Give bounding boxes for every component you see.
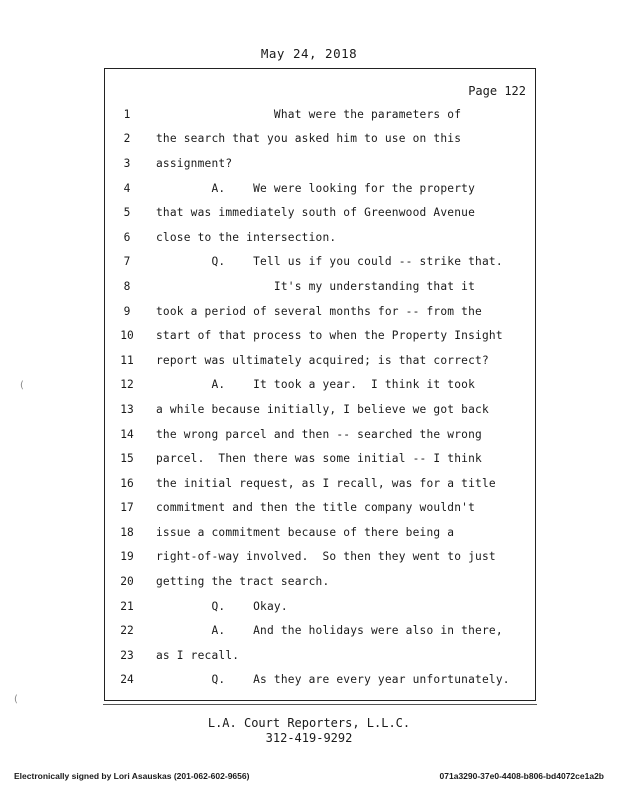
transcript-line xyxy=(104,397,536,422)
transcript-line xyxy=(104,225,536,250)
scan-mark-icon: ( xyxy=(14,694,18,705)
line-text: the initial request, as I recall, was for a title xyxy=(156,476,496,490)
line-number: 15 xyxy=(120,452,134,466)
line-text: commitment and then the title company wouldn't xyxy=(156,501,476,515)
line-number: 24 xyxy=(120,673,134,687)
line-text: Q. As they are every year unfortunately. xyxy=(156,673,510,687)
transcript-line xyxy=(104,594,536,619)
transcript-line xyxy=(104,545,536,570)
transcript-line xyxy=(104,643,536,668)
reporter-phone: 312-419-9292 xyxy=(265,731,353,745)
line-text: took a period of several months for -- from the xyxy=(156,304,482,318)
line-text: getting the tract search. xyxy=(156,575,330,589)
line-text: A. It took a year. I think it took xyxy=(156,378,476,392)
line-number: 4 xyxy=(123,181,131,195)
line-text: A. We were looking for the property xyxy=(156,181,476,195)
page-number: Page 122 xyxy=(468,84,526,98)
transcript-line xyxy=(104,446,536,471)
line-number: 2 xyxy=(123,132,131,146)
line-number: 1 xyxy=(123,107,131,121)
transcript-line xyxy=(104,274,536,299)
line-text: report was ultimately acquired; is that correct? xyxy=(156,353,489,367)
transcript-line xyxy=(104,176,536,201)
transcript-date: May 24, 2018 xyxy=(260,46,358,61)
line-text: issue a commitment because of there being a xyxy=(156,525,455,539)
line-text: What were the parameters of xyxy=(156,107,462,121)
line-text: A. And the holidays were also in there, xyxy=(156,624,503,638)
line-number: 21 xyxy=(120,599,134,613)
line-text: assignment? xyxy=(156,156,233,170)
line-number: 11 xyxy=(120,353,134,367)
transcript-line xyxy=(104,618,536,643)
line-number: 5 xyxy=(123,206,131,220)
reporter-footer xyxy=(0,716,618,746)
transcript-line xyxy=(104,323,536,348)
transcript-line xyxy=(104,373,536,398)
line-number: 17 xyxy=(120,501,134,515)
transcript-line xyxy=(104,151,536,176)
line-number: 20 xyxy=(120,575,134,589)
transcript-line xyxy=(104,299,536,324)
reporter-name: L.A. Court Reporters, L.L.C. xyxy=(207,716,411,730)
transcript-line xyxy=(104,348,536,373)
line-number: 9 xyxy=(123,304,131,318)
line-number: 3 xyxy=(123,156,131,170)
line-text: start of that process to when the Property Insight xyxy=(156,329,503,343)
line-number: 7 xyxy=(123,255,131,269)
line-text: parcel. Then there was some initial -- I think xyxy=(156,452,482,466)
line-text: It's my understanding that it xyxy=(156,279,476,293)
electronic-signature-note: Electronically signed by Lori Asauskas (201-062-602-9656) xyxy=(14,771,250,781)
line-number: 13 xyxy=(120,402,134,416)
scan-mark-icon: ( xyxy=(20,380,24,391)
line-number: 16 xyxy=(120,476,134,490)
document-hash: 071a3290-37e0-4408-b806-bd4072ce1a2b xyxy=(439,771,604,781)
line-number: 12 xyxy=(120,378,134,392)
line-text: as I recall. xyxy=(156,648,240,662)
line-text: the wrong parcel and then -- searched the wrong xyxy=(156,427,482,441)
transcript-line xyxy=(104,200,536,225)
line-number: 8 xyxy=(123,279,131,293)
line-text: Q. Tell us if you could -- strike that. xyxy=(156,255,503,269)
transcript-line xyxy=(104,127,536,152)
transcript-line xyxy=(104,102,536,127)
transcript-line xyxy=(104,471,536,496)
line-number: 18 xyxy=(120,525,134,539)
line-number: 10 xyxy=(120,329,134,343)
transcript-line xyxy=(104,422,536,447)
line-text: the search that you asked him to use on this xyxy=(156,132,462,146)
line-number: 19 xyxy=(120,550,134,564)
transcript-line xyxy=(104,250,536,275)
line-number: 14 xyxy=(120,427,134,441)
transcript-lines xyxy=(104,102,536,692)
line-text: a while because initially, I believe we got back xyxy=(156,402,489,416)
line-text: right-of-way involved. So then they went to just xyxy=(156,550,496,564)
transcript-line xyxy=(104,569,536,594)
line-number: 22 xyxy=(120,624,134,638)
line-number: 23 xyxy=(120,648,134,662)
line-text: close to the intersection. xyxy=(156,230,337,244)
line-number: 6 xyxy=(123,230,131,244)
line-text: that was immediately south of Greenwood Avenue xyxy=(156,206,476,220)
line-text: Q. Okay. xyxy=(156,599,288,613)
transcript-line xyxy=(104,668,536,693)
transcript-line xyxy=(104,496,536,521)
transcript-line xyxy=(104,520,536,545)
